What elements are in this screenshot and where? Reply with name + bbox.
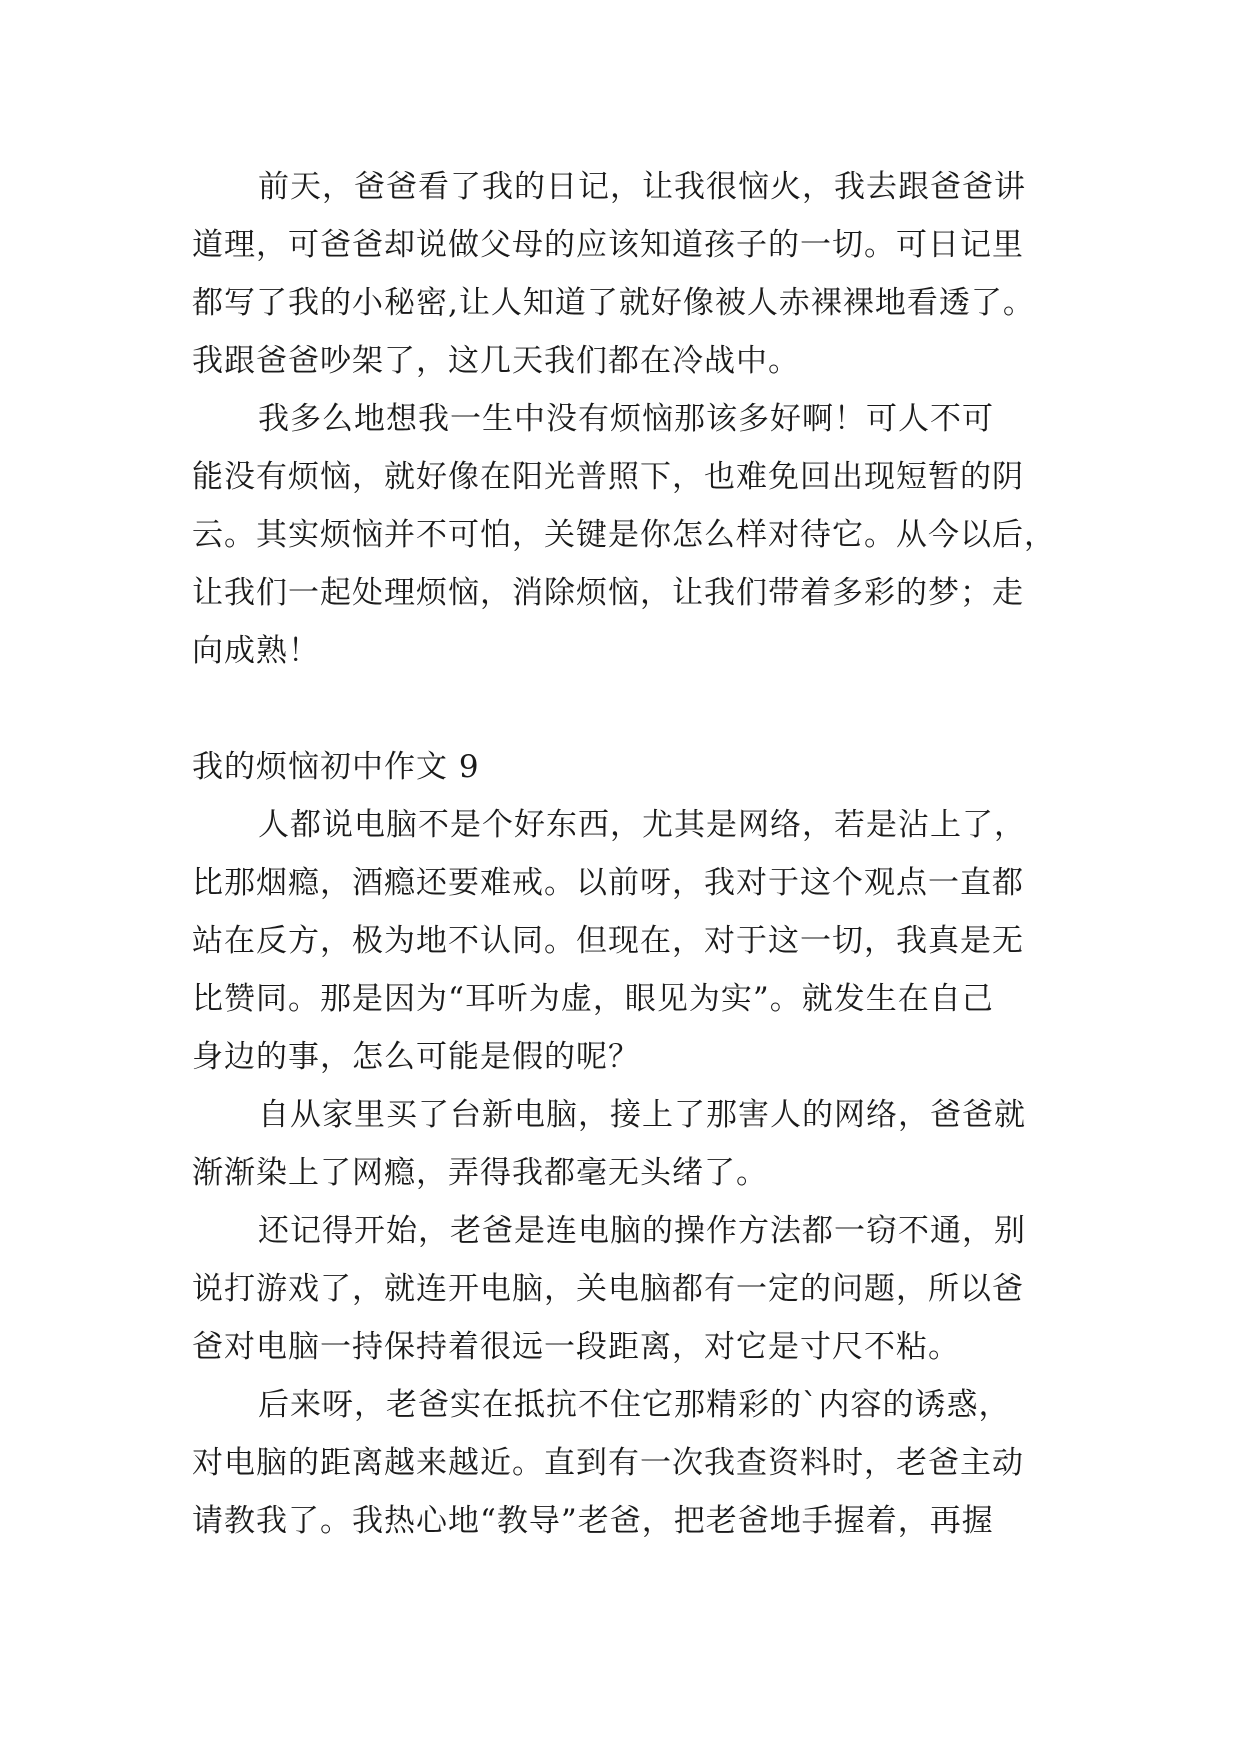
paragraph-line: 道理，可爸爸却说做父母的应该知道孩子的一切。可日记里 [192,227,1024,263]
paragraph-line: 都写了我的小秘密,让人知道了就好像被人赤裸裸地看透了。 [192,285,1035,321]
paragraph-line: 还记得开始，老爸是连电脑的操作方法都一窃不通，别 [258,1213,1026,1249]
paragraph-line: 能没有烦恼，就好像在阳光普照下，也难免回出现短暂的阴 [192,459,1024,495]
paragraph-line: 前天，爸爸看了我的日记，让我很恼火，我去跟爸爸讲 [258,169,1026,205]
paragraph-line: 对电脑的距离越来越近。直到有一次我查资料时，老爸主动 [192,1445,1024,1481]
section-heading: 我的烦恼初中作文 9 [192,749,480,785]
paragraph-line: 让我们一起处理烦恼，消除烦恼，让我们带着多彩的梦；走 [192,575,1024,611]
paragraph-line: 站在反方，极为地不认同。但现在，对于这一切，我真是无 [192,923,1024,959]
paragraph-line: 比那烟瘾，酒瘾还要难戒。以前呀，我对于这个观点一直都 [192,865,1024,901]
paragraph-line: 身边的事，怎么可能是假的呢？ [192,1039,640,1075]
paragraph-line: 向成熟！ [192,633,320,669]
paragraph-line: 人都说电脑不是个好东西，尤其是网络，若是沾上了， [258,807,1026,843]
paragraph-line: 爸对电脑一持保持着很远一段距离，对它是寸尺不粘。 [192,1329,960,1365]
paragraph-line: 说打游戏了，就连开电脑，关电脑都有一定的问题，所以爸 [192,1271,1024,1307]
paragraph-line: 我跟爸爸吵架了，这几天我们都在冷战中。 [192,343,800,379]
paragraph-line: 比赞同。那是因为“耳听为虚，眼见为实”。就发生在自己 [192,981,994,1017]
paragraph-line: 请教我了。我热心地“教导”老爸，把老爸地手握着，再握 [192,1503,994,1539]
paragraph-line: 自从家里买了台新电脑，接上了那害人的网络，爸爸就 [258,1097,1026,1133]
paragraph-line: 云。其实烦恼并不可怕，关键是你怎么样对待它。从今以后， [192,517,1056,553]
paragraph-line: 后来呀，老爸实在抵抗不住它那精彩的`内容的诱惑， [258,1387,1011,1423]
paragraph-line: 渐渐染上了网瘾，弄得我都毫无头绪了。 [192,1155,768,1191]
paragraph-line: 我多么地想我一生中没有烦恼那该多好啊！可人不可 [258,401,994,437]
